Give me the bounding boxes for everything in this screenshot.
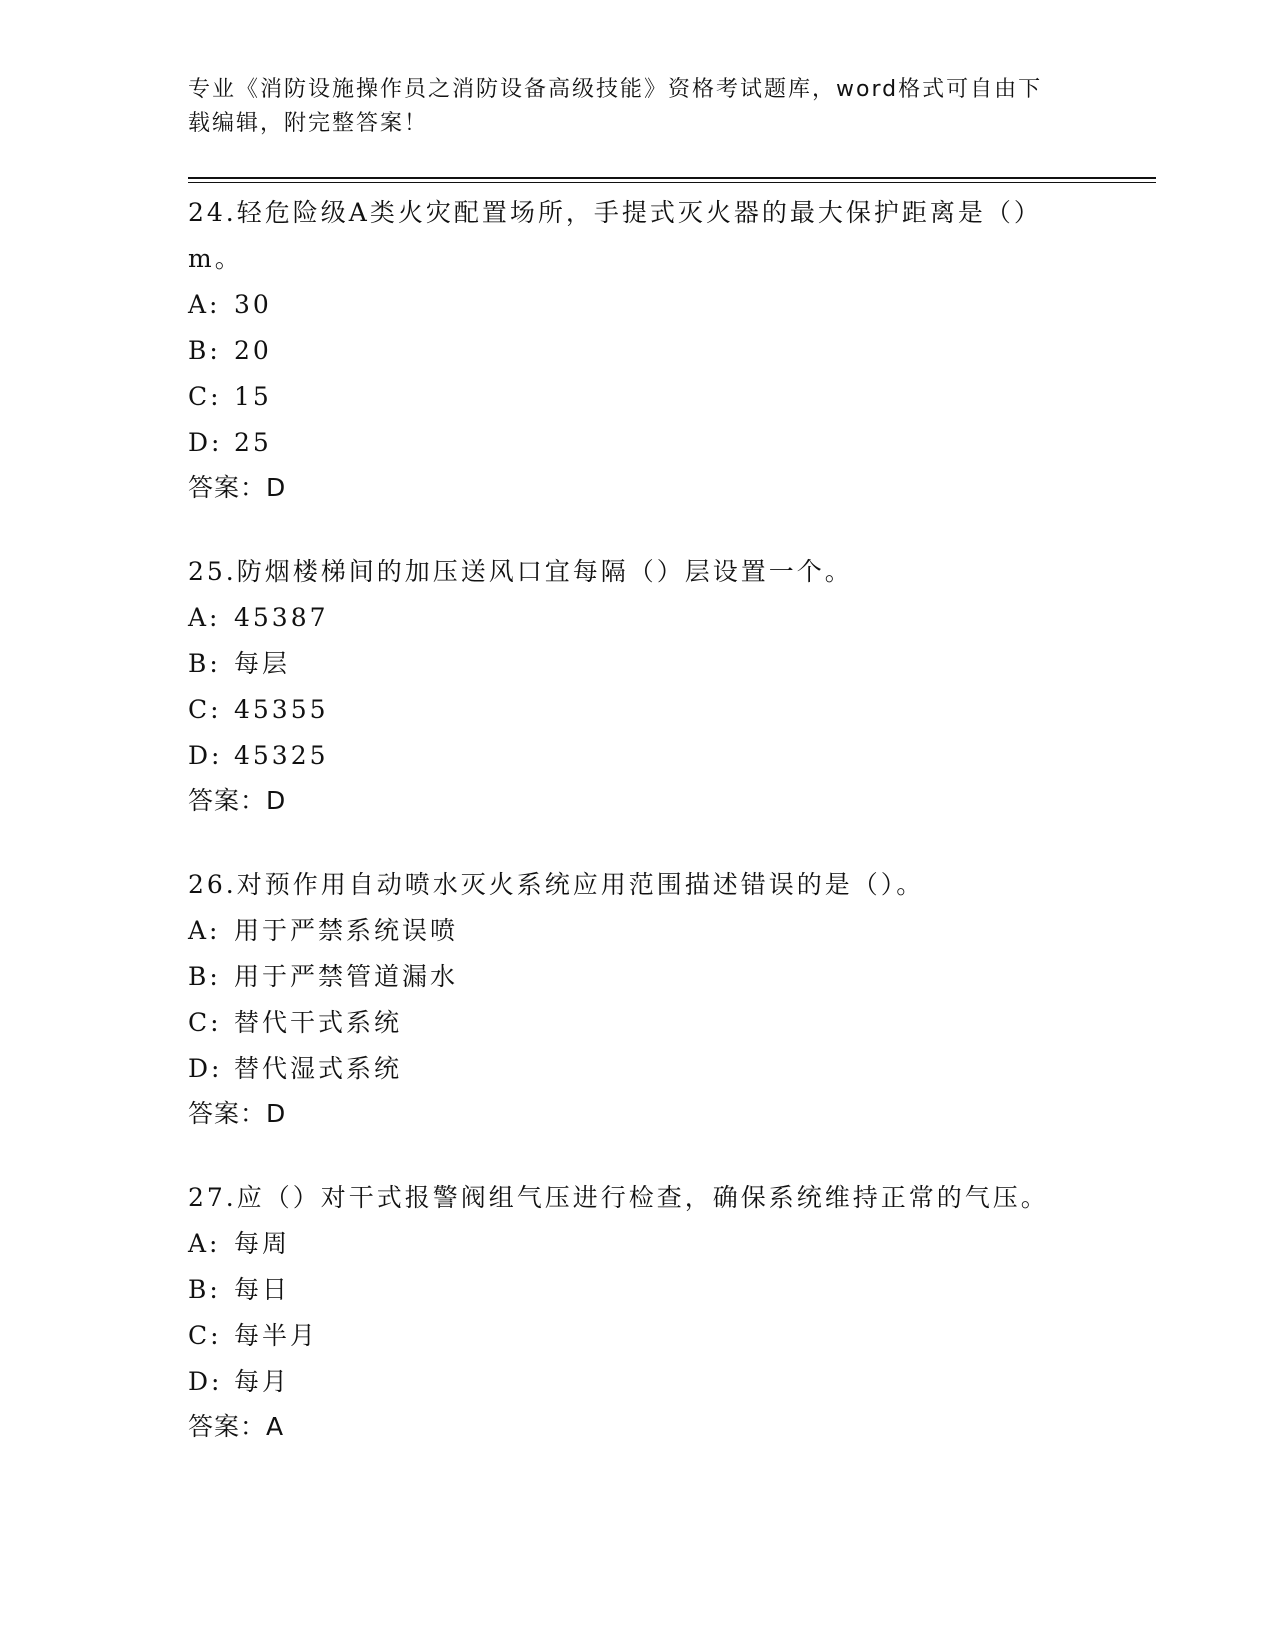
option-text: 用于严禁管道漏水 xyxy=(234,962,459,991)
answer-line: 答案：D xyxy=(188,473,287,502)
question-stem-line-1: 24.轻危险级A类火灾配置场所，手提式灭火器的最大保护距离是（） xyxy=(188,198,1042,227)
question-stem-line-2: m。 xyxy=(188,244,243,273)
option-b xyxy=(188,641,1088,687)
option-letter: D: xyxy=(188,1054,223,1083)
option-c xyxy=(188,1313,1088,1359)
question-stem xyxy=(188,190,1068,282)
option-d xyxy=(188,1046,1088,1092)
option-b xyxy=(188,328,1088,374)
option-text: 20 xyxy=(234,336,272,365)
option-text: 替代干式系统 xyxy=(234,1008,403,1037)
option-text: 每层 xyxy=(234,649,291,678)
option-letter: A: xyxy=(188,603,221,632)
option-d xyxy=(188,733,1088,779)
header-line-2: 载编辑，附完整答案！ xyxy=(188,111,429,136)
option-b xyxy=(188,954,1088,1000)
option-a xyxy=(188,282,1088,328)
option-letter: A: xyxy=(188,290,221,319)
option-text: 每周 xyxy=(234,1229,291,1258)
option-letter: B: xyxy=(188,336,221,365)
option-text: 每月 xyxy=(234,1367,291,1396)
question-26 xyxy=(188,862,1088,1136)
option-letter: D: xyxy=(188,428,223,457)
option-letter: D: xyxy=(188,741,223,770)
option-letter: B: xyxy=(188,649,221,678)
header-line-1: 专业《消防设施操作员之消防设备高级技能》资格考试题库，word格式可自由下 xyxy=(188,77,1043,102)
option-text: 25 xyxy=(234,428,272,457)
option-letter: D: xyxy=(188,1367,223,1396)
option-d xyxy=(188,1359,1088,1405)
option-letter: A: xyxy=(188,916,221,945)
header-divider xyxy=(188,177,1156,183)
option-a xyxy=(188,908,1088,954)
question-24 xyxy=(188,190,1088,510)
option-letter: C: xyxy=(188,695,222,724)
option-a xyxy=(188,595,1088,641)
question-stem: 27.应（）对干式报警阀组气压进行检查，确保系统维持正常的气压。 xyxy=(188,1183,1049,1212)
option-letter: B: xyxy=(188,962,221,991)
question-25 xyxy=(188,549,1088,823)
option-text: 替代湿式系统 xyxy=(234,1054,403,1083)
option-text: 每日 xyxy=(234,1275,291,1304)
option-text: 45387 xyxy=(234,603,329,632)
document-header xyxy=(188,73,1078,141)
option-text: 45355 xyxy=(234,695,329,724)
option-c xyxy=(188,1000,1088,1046)
option-letter: B: xyxy=(188,1275,221,1304)
option-letter: C: xyxy=(188,1008,222,1037)
answer-line: 答案：D xyxy=(188,1099,287,1128)
option-a xyxy=(188,1221,1088,1267)
option-text: 45325 xyxy=(234,741,329,770)
option-letter: A: xyxy=(188,1229,221,1258)
option-c xyxy=(188,687,1088,733)
option-c xyxy=(188,374,1088,420)
option-b xyxy=(188,1267,1088,1313)
option-text: 用于严禁系统误喷 xyxy=(234,916,459,945)
option-letter: C: xyxy=(188,382,222,411)
option-text: 30 xyxy=(234,290,272,319)
question-stem: 26.对预作用自动喷水灭火系统应用范围描述错误的是（）。 xyxy=(188,870,925,899)
question-list xyxy=(188,190,1088,1449)
answer-line: 答案：A xyxy=(188,1412,285,1441)
option-letter: C: xyxy=(188,1321,222,1350)
question-27 xyxy=(188,1175,1088,1449)
question-stem: 25.防烟楼梯间的加压送风口宜每隔（）层设置一个。 xyxy=(188,557,853,586)
option-text: 15 xyxy=(234,382,272,411)
option-d xyxy=(188,420,1088,466)
answer-line: 答案：D xyxy=(188,786,287,815)
option-text: 每半月 xyxy=(234,1321,319,1350)
